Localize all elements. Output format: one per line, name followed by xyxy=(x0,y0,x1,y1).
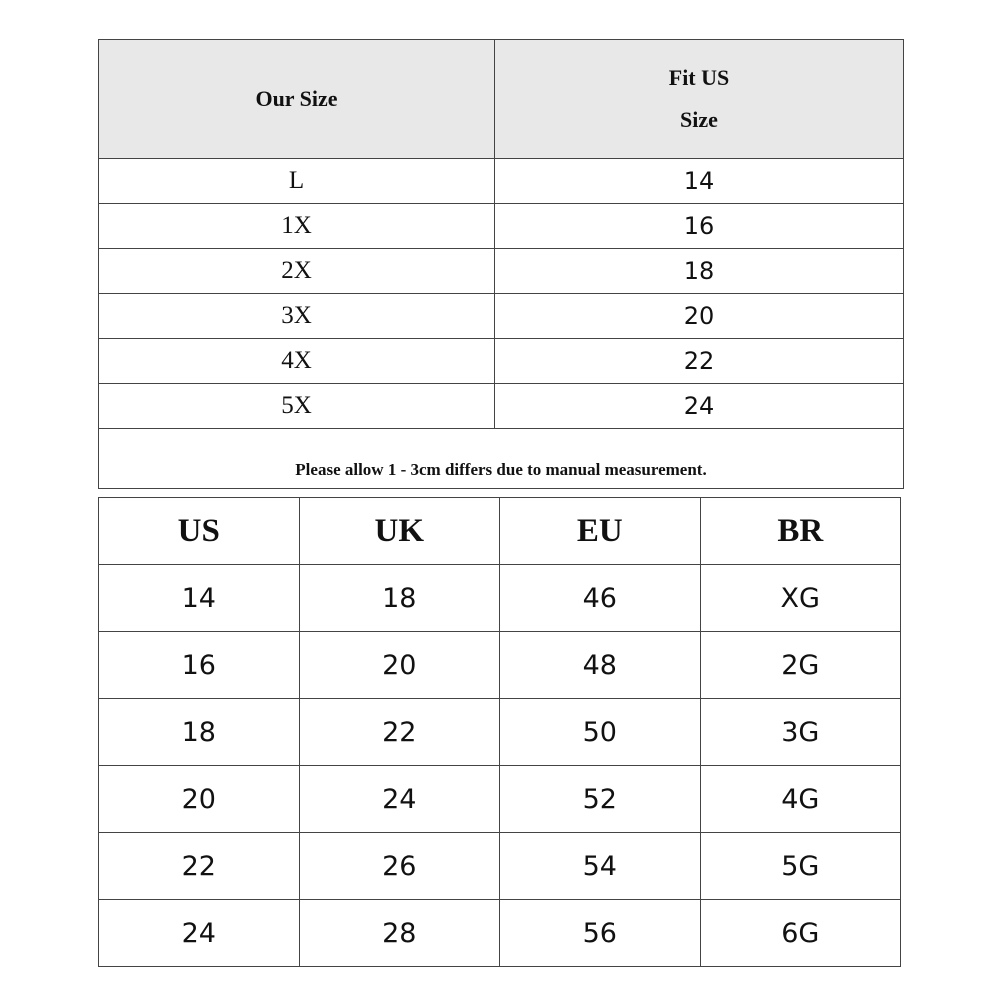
our-size-cell: L xyxy=(99,159,495,204)
fit-us-header-label: Fit US xyxy=(668,65,730,90)
fit-us-cell: 16 xyxy=(495,204,904,249)
eu-cell: 50 xyxy=(500,699,701,766)
fit-us-cell: 22 xyxy=(495,339,904,384)
table-row xyxy=(99,159,904,204)
eu-header: EU xyxy=(500,498,701,565)
table-row xyxy=(99,294,904,339)
br-header: BR xyxy=(700,498,901,565)
our-size-cell: 1X xyxy=(99,204,495,249)
table-row xyxy=(99,766,901,833)
eu-cell: 54 xyxy=(500,833,701,900)
uk-cell: 18 xyxy=(299,565,500,632)
conversion-table-header xyxy=(99,498,901,565)
us-cell: 14 xyxy=(99,565,300,632)
eu-cell: 52 xyxy=(500,766,701,833)
our-size-table xyxy=(98,39,904,489)
us-cell: 24 xyxy=(99,900,300,967)
us-cell: 22 xyxy=(99,833,300,900)
our-size-cell: 5X xyxy=(99,384,495,429)
table-row xyxy=(99,900,901,967)
table-row xyxy=(99,339,904,384)
us-cell: 18 xyxy=(99,699,300,766)
eu-cell: 46 xyxy=(500,565,701,632)
fit-us-size-header-cell xyxy=(495,40,904,159)
our-size-header-label: Our Size xyxy=(255,86,338,111)
br-cell: 5G xyxy=(700,833,901,900)
table-row xyxy=(99,384,904,429)
uk-cell: 22 xyxy=(299,699,500,766)
fit-us-cell: 24 xyxy=(495,384,904,429)
table-row xyxy=(99,204,904,249)
fit-us-cell: 18 xyxy=(495,249,904,294)
br-cell: 2G xyxy=(700,632,901,699)
our-size-cell: 3X xyxy=(99,294,495,339)
us-header: US xyxy=(99,498,300,565)
table-row xyxy=(99,699,901,766)
uk-cell: 24 xyxy=(299,766,500,833)
br-cell: XG xyxy=(700,565,901,632)
uk-cell: 26 xyxy=(299,833,500,900)
measurement-note-row xyxy=(99,429,904,489)
uk-cell: 20 xyxy=(299,632,500,699)
fit-us-cell: 14 xyxy=(495,159,904,204)
br-cell: 3G xyxy=(700,699,901,766)
size-conversion-table xyxy=(98,497,901,967)
br-cell: 6G xyxy=(700,900,901,967)
br-cell: 4G xyxy=(700,766,901,833)
our-size-header-cell xyxy=(99,40,495,159)
us-cell: 16 xyxy=(99,632,300,699)
our-size-table-header xyxy=(99,40,904,159)
us-cell: 20 xyxy=(99,766,300,833)
table-row xyxy=(99,632,901,699)
fit-us-size-header-label: Size xyxy=(680,107,718,132)
eu-cell: 56 xyxy=(500,900,701,967)
our-size-cell: 4X xyxy=(99,339,495,384)
uk-cell: 28 xyxy=(299,900,500,967)
eu-cell: 48 xyxy=(500,632,701,699)
table-row xyxy=(99,833,901,900)
uk-header: UK xyxy=(299,498,500,565)
table-row xyxy=(99,249,904,294)
measurement-note: Please allow 1 - 3cm differs due to manual measurement. xyxy=(99,429,904,489)
our-size-cell: 2X xyxy=(99,249,495,294)
table-row xyxy=(99,565,901,632)
fit-us-cell: 20 xyxy=(495,294,904,339)
